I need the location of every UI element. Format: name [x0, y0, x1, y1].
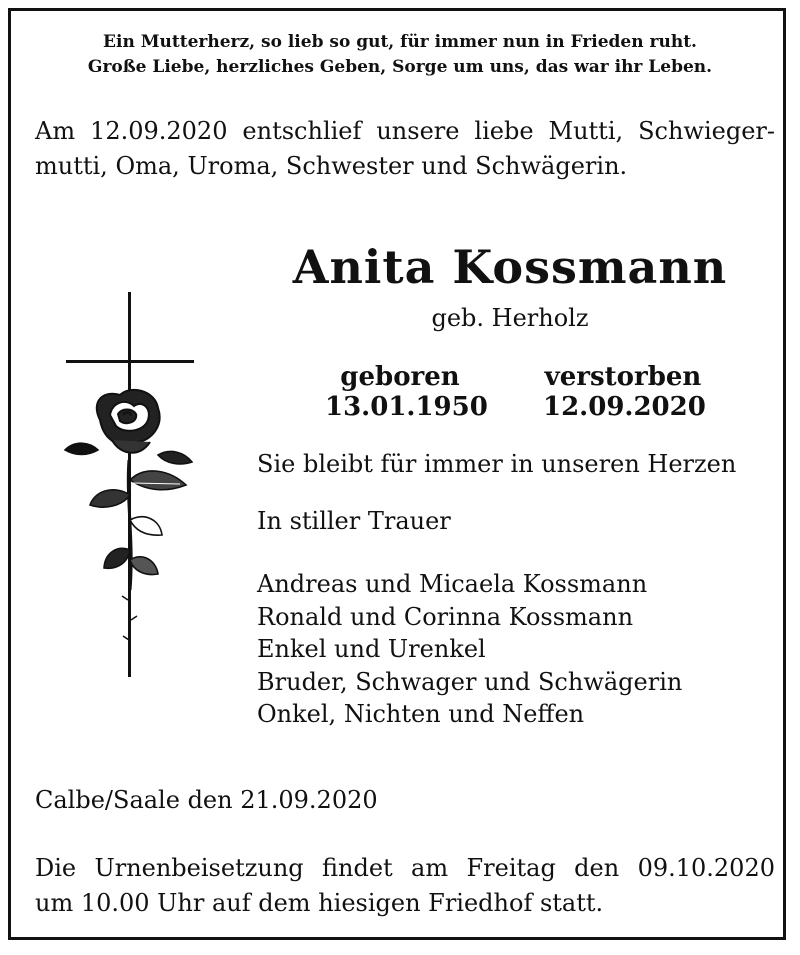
burial-line-2: um 10.00 Uhr auf dem hiesigen Friedhof statt.	[35, 889, 604, 917]
cross-with-rose-icon	[60, 290, 200, 680]
intro-text	[35, 114, 775, 184]
memorial-text: Sie bleibt für immer in unseren Herzen	[257, 450, 737, 478]
place-date: Calbe/Saale den 21.09.2020	[35, 786, 378, 814]
born-date: 13.01.1950	[325, 392, 488, 422]
intro-line-1: Am 12.09.2020 entschlief unsere liebe Mutti, Schwieger-	[35, 117, 775, 145]
family-member: Ronald und Corinna Kossmann	[257, 602, 634, 631]
family-member: Bruder, Schwager und Schwägerin	[257, 667, 683, 696]
family-list	[257, 568, 682, 731]
died-label: verstorben	[544, 362, 702, 392]
motto-line-2: Große Liebe, herzliches Geben, Sorge um uns, das war ihr Leben.	[87, 57, 713, 77]
family-member: Andreas und Micaela Kossmann	[257, 570, 648, 598]
maiden-name: geb. Herholz	[431, 304, 589, 332]
family-member: Enkel und Urenkel	[257, 635, 486, 663]
burial-text	[35, 851, 775, 921]
born-label: geboren	[340, 362, 460, 392]
birth-info	[325, 362, 488, 422]
motto-line-1: Ein Mutterherz, so lieb so gut, für immer nun in Frieden ruht.	[103, 32, 697, 52]
mourning-text: In stiller Trauer	[257, 507, 451, 535]
intro-line-2: mutti, Oma, Uroma, Schwester und Schwägerin.	[35, 152, 628, 180]
deceased-name: Anita Kossmann	[292, 240, 728, 294]
death-info	[543, 362, 706, 422]
family-member: Onkel, Nichten und Neffen	[257, 700, 585, 728]
burial-line-1: Die Urnenbeisetzung findet am Freitag den 09.10.2020	[35, 854, 775, 882]
died-date: 12.09.2020	[543, 392, 706, 422]
